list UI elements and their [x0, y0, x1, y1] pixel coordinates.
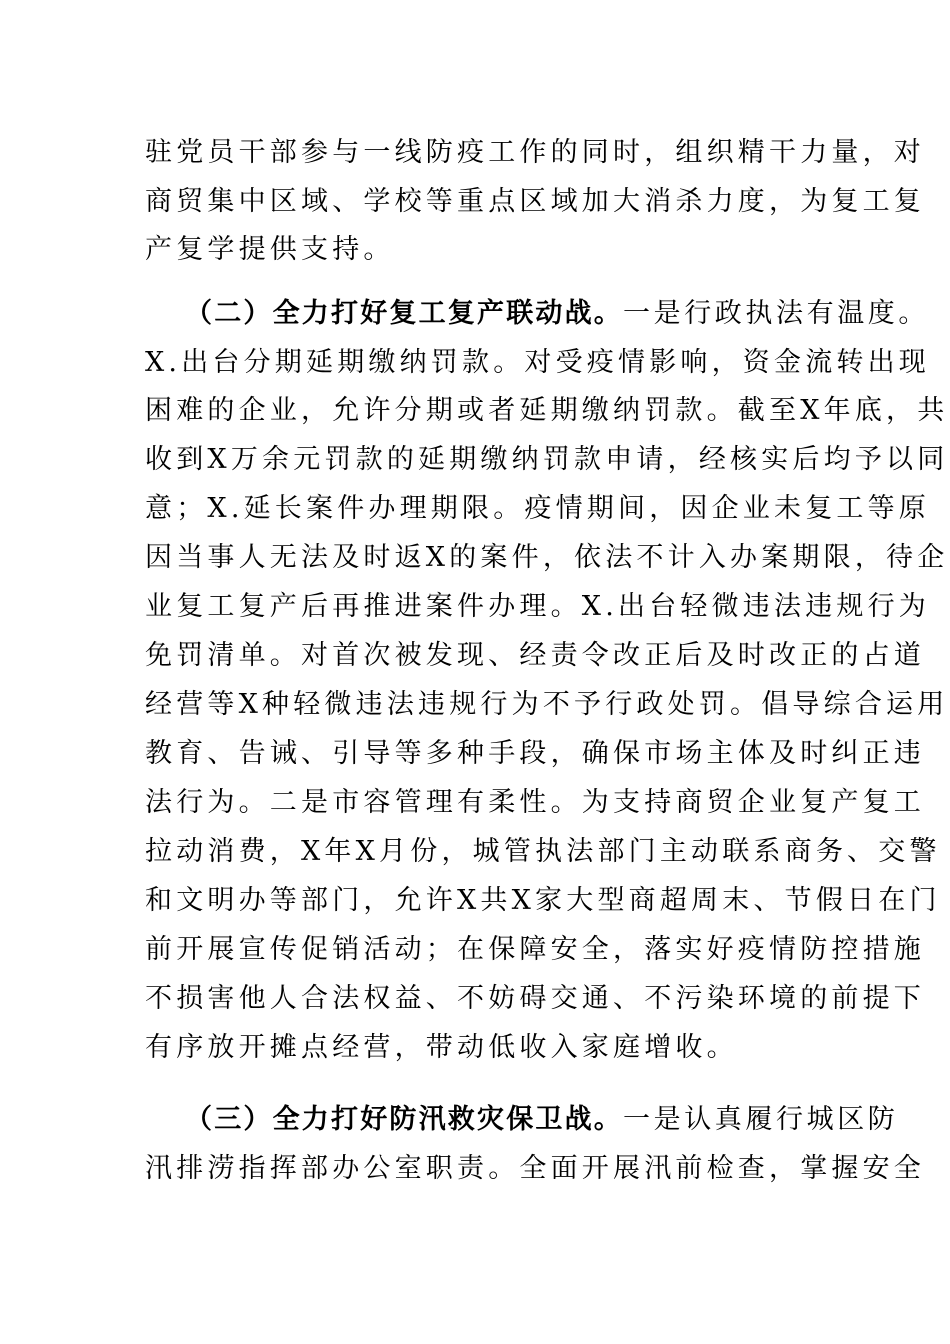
- para3-first-line-text: 一是认真履行城区防: [623, 1104, 899, 1135]
- para3-heading: （三）全力打好防汛救灾保卫战。: [185, 1104, 623, 1135]
- para2-line-12: 拉动消费，X年X月份，城管执法部门主动联系商务、交警: [145, 836, 941, 867]
- para3-line-2: 汛排涝指挥部办公室职责。全面开展汛前检查，掌握安全: [145, 1153, 925, 1184]
- para2-line-8: 免罚清单。对首次被发现、经责令改正后及时改正的占道: [145, 640, 925, 671]
- para2-line-3: 困难的企业，允许分期或者延期缴纳罚款。截至X年底，共: [145, 395, 949, 426]
- para2-line-2: X.出台分期延期缴纳罚款。对受疫情影响，资金流转出现: [145, 347, 931, 378]
- para2-line-16: 有序放开摊点经营，带动低收入家庭增收。: [145, 1032, 738, 1063]
- para1-line-3: 产复学提供支持。: [145, 234, 395, 265]
- para1-line-1: 驻党员干部参与一线防疫工作的同时，组织精干力量，对: [145, 137, 925, 168]
- para2-first-line: [185, 294, 929, 334]
- para2-line-5: 意；X.延长案件办理期限。疫情期间，因企业未复工等原: [145, 493, 931, 524]
- para2-line-14: 前开展宣传促销活动；在保障安全，落实好疫情防控措施: [145, 934, 925, 965]
- para1-line-2: 商贸集中区域、学校等重点区域加大消杀力度，为复工复: [145, 186, 925, 217]
- para2-line-7: 业复工复产后再推进案件办理。X.出台轻微违法违规行为: [145, 591, 931, 622]
- para2-line-9: 经营等X种轻微违法违规行为不予行政处罚。倡导综合运用: [145, 689, 949, 720]
- para2-line-13: 和文明办等部门，允许X共X家大型商超周末、节假日在门: [145, 885, 941, 916]
- para2-line-10: 教育、告诫、引导等多种手段，确保市场主体及时纠正违: [145, 738, 925, 769]
- para2-line-4: 收到X万余元罚款的延期缴纳罚款申请，经核实后均予以同: [145, 444, 949, 475]
- para2-line-6: 因当事人无法及时返X的案件，依法不计入办案期限，待企: [145, 542, 949, 573]
- para2-first-line-text: 一是行政执法有温度。: [623, 298, 929, 329]
- para2-line-11: 法行为。二是市容管理有柔性。为支持商贸企业复产复工: [145, 787, 925, 818]
- para2-heading: （二）全力打好复工复产联动战。: [185, 298, 623, 329]
- para2-line-15: 不损害他人合法权益、不妨碍交通、不污染环境的前提下: [145, 983, 925, 1014]
- para3-first-line: [185, 1100, 899, 1140]
